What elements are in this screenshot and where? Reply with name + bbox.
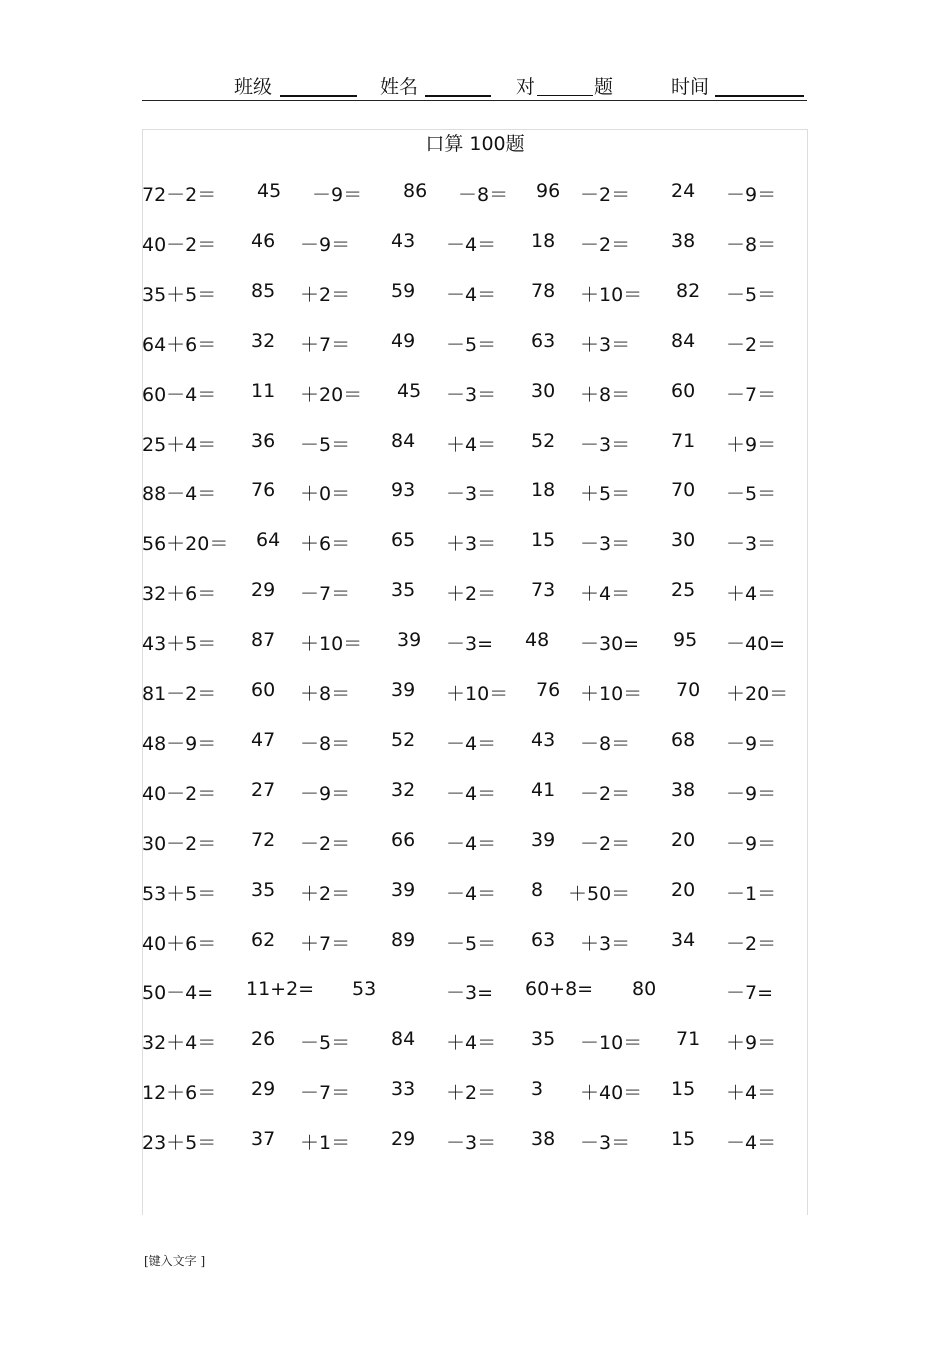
problem-cell: ＋5＝: [580, 483, 631, 505]
problem-cell: 81－2＝: [142, 683, 217, 705]
problem-cell: ＋4＝: [446, 434, 497, 456]
problem-cell: －3＝: [580, 1132, 631, 1154]
problem-cell: 96: [536, 180, 561, 202]
problem-cell: 48－9＝: [142, 733, 217, 755]
problem-cell: 73: [531, 579, 556, 601]
problem-cell: 34: [671, 929, 696, 951]
problem-cell: ＋4＝: [580, 583, 631, 605]
problem-cell: 26: [251, 1028, 276, 1050]
problem-cell: 70: [676, 679, 701, 701]
problem-cell: 71: [671, 430, 696, 452]
problem-cell: 15: [531, 529, 556, 551]
time-label: 时间: [671, 76, 710, 98]
problem-cell: ＋2＝: [446, 1082, 497, 1104]
problem-cell: 43＋5＝: [142, 633, 217, 655]
problem-cell: 29: [251, 1078, 276, 1100]
problem-cell: ＋1＝: [300, 1132, 351, 1154]
problem-cell: －10＝: [580, 1032, 643, 1054]
worksheet-title: 口算 100题: [425, 133, 525, 155]
problem-cell: ＋0＝: [300, 483, 351, 505]
problem-cell: 84: [391, 1028, 416, 1050]
problem-cell: 24: [671, 180, 696, 202]
problem-cell: －8＝: [300, 733, 351, 755]
problem-cell: －9＝: [312, 184, 363, 206]
problem-cell: ＋4＝: [726, 583, 777, 605]
problem-cell: 38: [671, 230, 696, 252]
problem-cell: 35: [531, 1028, 556, 1050]
problem-cell: ＋7＝: [300, 334, 351, 356]
problem-cell: 64: [256, 529, 281, 551]
problem-cell: 23＋5＝: [142, 1132, 217, 1154]
problem-cell: ＋9＝: [726, 1032, 777, 1054]
problem-cell: －3＝: [446, 1132, 497, 1154]
problem-cell: 63: [531, 330, 556, 352]
problem-cell: 30: [531, 380, 556, 402]
problem-cell: 38: [531, 1128, 556, 1150]
problem-cell: 72: [251, 829, 276, 851]
problem-cell: －2＝: [580, 234, 631, 256]
problem-cell: 40－2＝: [142, 783, 217, 805]
problem-cell: 60: [251, 679, 276, 701]
problem-cell: 87: [251, 629, 276, 651]
problem-cell: 40＋6＝: [142, 933, 217, 955]
problem-cell: －30=: [580, 633, 640, 655]
problem-cell: －7＝: [300, 583, 351, 605]
questions-label: 题: [594, 76, 614, 98]
problem-cell: ＋3＝: [580, 334, 631, 356]
problem-cell: 76: [251, 479, 276, 501]
name-label: 姓名: [380, 76, 419, 98]
problem-cell: －4＝: [446, 883, 497, 905]
problem-cell: 11: [251, 380, 276, 402]
problem-cell: 62: [251, 929, 276, 951]
problem-cell: 38: [671, 779, 696, 801]
problem-cell: －5＝: [300, 1032, 351, 1054]
problem-cell: 39: [397, 629, 422, 651]
problem-cell: －9＝: [300, 783, 351, 805]
problem-cell: 35＋5＝: [142, 284, 217, 306]
problem-cell: －2＝: [300, 833, 351, 855]
problem-cell: 64＋6＝: [142, 334, 217, 356]
problem-cell: 30－2＝: [142, 833, 217, 855]
problem-cell: 60－4＝: [142, 384, 217, 406]
problem-cell: 80: [632, 978, 657, 1000]
problem-cell: ＋8＝: [300, 683, 351, 705]
problem-cell: －7＝: [300, 1082, 351, 1104]
problem-cell: 82: [676, 280, 701, 302]
problem-cell: －4＝: [446, 733, 497, 755]
problem-cell: 41: [531, 779, 556, 801]
problem-cell: 63: [531, 929, 556, 951]
problem-cell: 52: [531, 430, 556, 452]
problem-cell: ＋6＝: [300, 533, 351, 555]
problem-cell: 49: [391, 330, 416, 352]
problem-cell: 39: [531, 829, 556, 851]
problem-cell: －4＝: [726, 1132, 777, 1154]
problem-cell: 72－2＝: [142, 184, 217, 206]
problem-cell: －3=: [446, 982, 494, 1004]
class-label: 班级: [234, 76, 273, 98]
problem-cell: 29: [251, 579, 276, 601]
problem-cell: －2＝: [580, 783, 631, 805]
problem-cell: 43: [531, 729, 556, 751]
problem-cell: 52: [391, 729, 416, 751]
problem-cell: －5＝: [446, 933, 497, 955]
problem-cell: ＋8＝: [580, 384, 631, 406]
problem-cell: ＋2＝: [300, 284, 351, 306]
problem-cell: 32＋4＝: [142, 1032, 217, 1054]
problem-cell: －2＝: [726, 933, 777, 955]
problem-cell: －8＝: [580, 733, 631, 755]
problem-cell: 86: [403, 180, 428, 202]
problem-cell: 35: [391, 579, 416, 601]
problem-cell: 53＋5＝: [142, 883, 217, 905]
problem-cell: －8＝: [726, 234, 777, 256]
problem-cell: －3＝: [446, 384, 497, 406]
problem-cell: 37: [251, 1128, 276, 1150]
problem-cell: 48: [525, 629, 550, 651]
problem-cell: 32＋6＝: [142, 583, 217, 605]
problem-cell: －4＝: [446, 783, 497, 805]
problem-cell: 84: [671, 330, 696, 352]
problem-cell: 45: [397, 380, 422, 402]
problem-cell: ＋4＝: [726, 1082, 777, 1104]
problem-cell: 71: [676, 1028, 701, 1050]
problem-cell: 18: [531, 230, 556, 252]
problem-cell: －5＝: [446, 334, 497, 356]
problem-cell: －5＝: [726, 284, 777, 306]
problem-cell: ＋3＝: [580, 933, 631, 955]
problem-cell: －9＝: [726, 184, 777, 206]
problem-cell: 29: [391, 1128, 416, 1150]
problem-cell: 95: [673, 629, 698, 651]
problem-cell: ＋2＝: [300, 883, 351, 905]
problem-cell: 78: [531, 280, 556, 302]
problem-cell: 76: [536, 679, 561, 701]
problem-cell: ＋2＝: [446, 583, 497, 605]
problem-cell: －2＝: [580, 833, 631, 855]
problem-cell: －9＝: [726, 733, 777, 755]
problem-cell: 27: [251, 779, 276, 801]
problem-cell: －8＝: [458, 184, 509, 206]
problem-cell: 30: [671, 529, 696, 551]
problem-cell: 60+8=: [525, 978, 594, 1000]
problem-cell: 45: [257, 180, 282, 202]
problem-cell: 20: [671, 879, 696, 901]
problem-cell: 65: [391, 529, 416, 551]
problem-cell: 88－4＝: [142, 483, 217, 505]
problem-cell: 47: [251, 729, 276, 751]
problem-cell: 12＋6＝: [142, 1082, 217, 1104]
problem-cell: 39: [391, 879, 416, 901]
problem-cell: 35: [251, 879, 276, 901]
problem-cell: －3＝: [580, 533, 631, 555]
problem-cell: －4＝: [446, 234, 497, 256]
problem-cell: ＋7＝: [300, 933, 351, 955]
problem-cell: 85: [251, 280, 276, 302]
problem-cell: 50－4=: [142, 982, 214, 1004]
problem-cell: 32: [251, 330, 276, 352]
problem-cell: 56＋20＝: [142, 533, 229, 555]
problem-cell: ＋9＝: [726, 434, 777, 456]
problem-cell: －5＝: [300, 434, 351, 456]
problem-cell: ＋20＝: [726, 683, 789, 705]
problem-cell: 40－2＝: [142, 234, 217, 256]
problem-cell: －1＝: [726, 883, 777, 905]
problem-cell: －5＝: [726, 483, 777, 505]
correct-label: 对: [516, 76, 536, 98]
problem-cell: ＋20＝: [300, 384, 363, 406]
problem-cell: －3＝: [726, 533, 777, 555]
problem-cell: 46: [251, 230, 276, 252]
problem-cell: －7＝: [726, 384, 777, 406]
problem-cell: 39: [391, 679, 416, 701]
problem-cell: 32: [391, 779, 416, 801]
problem-cell: 60: [671, 380, 696, 402]
problem-cell: 25＋4＝: [142, 434, 217, 456]
problem-cell: －2＝: [580, 184, 631, 206]
problem-cell: ＋50＝: [568, 883, 631, 905]
problem-cell: 15: [671, 1128, 696, 1150]
problem-cell: －40=: [726, 633, 786, 655]
problem-cell: ＋40＝: [580, 1082, 643, 1104]
problem-cell: －4＝: [446, 833, 497, 855]
problem-cell: 53: [352, 978, 377, 1000]
problem-cell: －9＝: [726, 833, 777, 855]
problem-cell: ＋10＝: [580, 683, 643, 705]
footer-placeholder: [键入文字 ]: [144, 1254, 206, 1268]
problem-cell: －3＝: [446, 483, 497, 505]
problem-cell: 11+2=: [246, 978, 315, 1000]
problem-cell: 36: [251, 430, 276, 452]
problem-cell: ＋10＝: [446, 683, 509, 705]
problem-cell: ＋10＝: [300, 633, 363, 655]
problem-cell: －3=: [446, 633, 494, 655]
problem-cell: 33: [391, 1078, 416, 1100]
problem-cell: 66: [391, 829, 416, 851]
problem-cell: 59: [391, 280, 416, 302]
problem-cell: 20: [671, 829, 696, 851]
problem-cell: 43: [391, 230, 416, 252]
problem-cell: 89: [391, 929, 416, 951]
problem-cell: 84: [391, 430, 416, 452]
problem-cell: 8: [531, 879, 544, 901]
problem-cell: 68: [671, 729, 696, 751]
problem-cell: ＋3＝: [446, 533, 497, 555]
problem-cell: －2＝: [726, 334, 777, 356]
problem-cell: 3: [531, 1078, 544, 1100]
problem-cell: 70: [671, 479, 696, 501]
problem-cell: －9＝: [726, 783, 777, 805]
problem-cell: ＋10＝: [580, 284, 643, 306]
problem-cell: －9＝: [300, 234, 351, 256]
problem-cell: ＋4＝: [446, 1032, 497, 1054]
problem-cell: －3＝: [580, 434, 631, 456]
problem-cell: 25: [671, 579, 696, 601]
problem-cell: －4＝: [446, 284, 497, 306]
problem-cell: 18: [531, 479, 556, 501]
problem-cell: 15: [671, 1078, 696, 1100]
problem-cell: 93: [391, 479, 416, 501]
problem-cell: －7=: [726, 982, 774, 1004]
